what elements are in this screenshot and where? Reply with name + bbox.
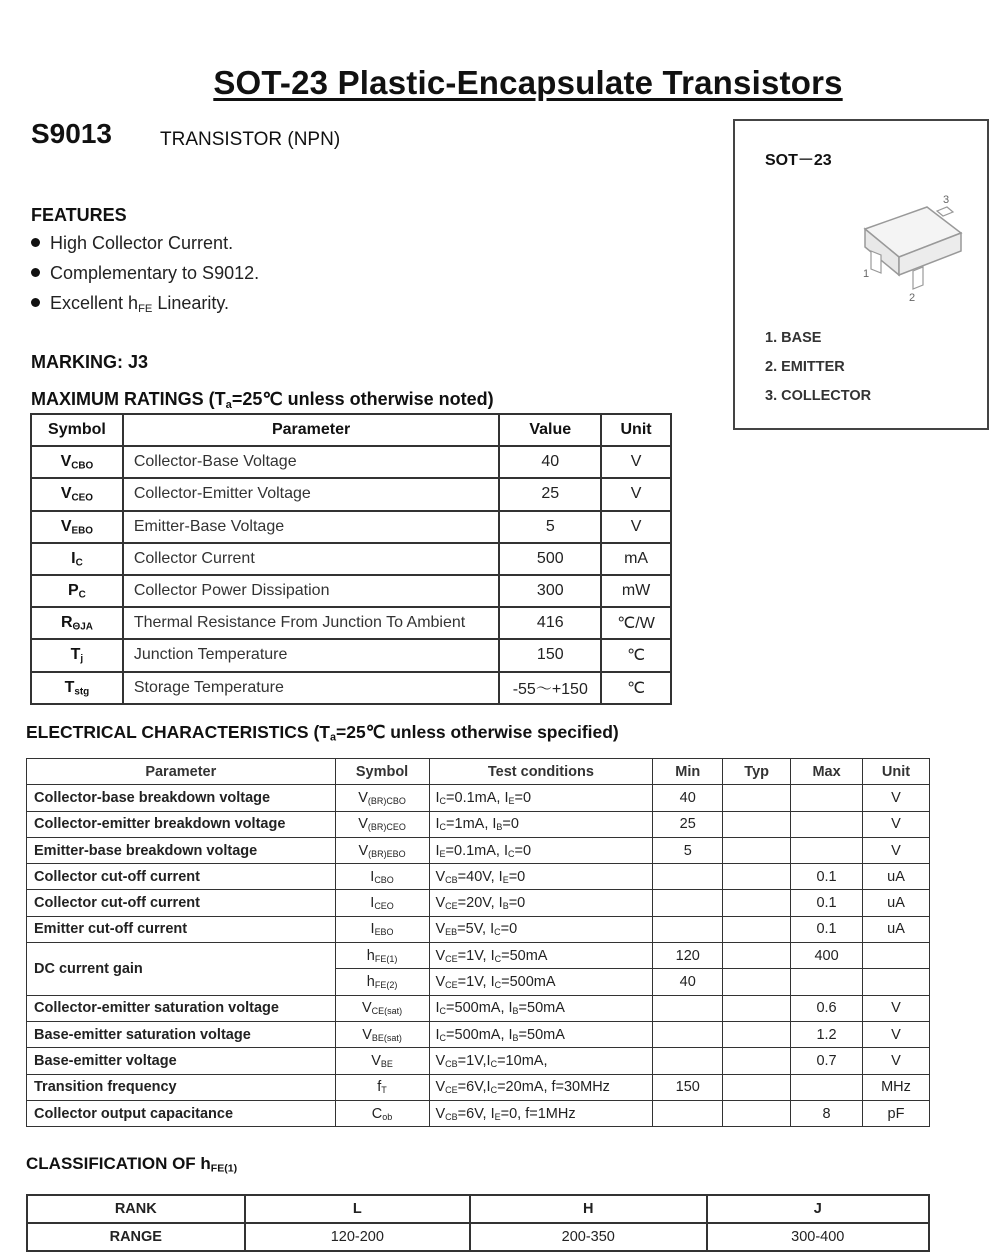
symbol-main: V bbox=[60, 453, 72, 471]
typ-cell bbox=[723, 969, 791, 995]
symbol-cell: $V_{CE(sat)}$ bbox=[335, 995, 429, 1021]
sot23-package-icon bbox=[851, 187, 981, 307]
max-cell: 0.7 bbox=[791, 1048, 863, 1074]
value-cell: 40 bbox=[499, 446, 601, 478]
unit-cell: V bbox=[863, 837, 930, 863]
conditions-cell: $V_{CE}=6V,I_C=20mA$, f=30MHz bbox=[429, 1074, 653, 1100]
min-cell bbox=[653, 1021, 723, 1047]
conditions-cell: $I_E=0.1mA$, $I_C=0$ bbox=[429, 837, 653, 863]
parameter-cell: Collector-emitter breakdown voltage bbox=[27, 811, 336, 837]
symbol-cell: $h_{FE(1)}$ bbox=[335, 943, 429, 969]
parameter-cell: Base-emitter voltage bbox=[27, 1048, 336, 1074]
header-cell: Value bbox=[499, 414, 601, 446]
table-row bbox=[31, 639, 671, 671]
parameter-cell: Collector-emitter saturation voltage bbox=[27, 995, 336, 1021]
symbol-cell bbox=[31, 672, 123, 704]
min-cell: 150 bbox=[653, 1074, 723, 1100]
symbol-cell: $I_{CEO}$ bbox=[335, 890, 429, 916]
page-title: SOT-23 Plastic-Encapsulate Transistors bbox=[213, 64, 843, 101]
typ-cell bbox=[723, 1048, 791, 1074]
feature-item bbox=[31, 293, 229, 314]
header-cell: Min bbox=[653, 759, 723, 785]
max-cell: 0.6 bbox=[791, 995, 863, 1021]
table-row bbox=[27, 785, 930, 811]
table-row bbox=[27, 916, 930, 942]
min-cell: 40 bbox=[653, 969, 723, 995]
table-row bbox=[27, 890, 930, 916]
parameter-cell: Junction Temperature bbox=[123, 639, 500, 671]
feature-item bbox=[31, 263, 259, 284]
unit-cell: mA bbox=[601, 543, 671, 575]
parameter-cell: Emitter-Base Voltage bbox=[123, 511, 500, 543]
symbol-cell: $f_T$ bbox=[335, 1074, 429, 1100]
rank-label: RANK bbox=[27, 1195, 245, 1223]
max-ratings-table bbox=[30, 413, 672, 705]
package-box bbox=[733, 119, 989, 430]
typ-cell bbox=[723, 1100, 791, 1126]
rank-cell: J bbox=[707, 1195, 930, 1223]
parameter-cell: Collector-Base Voltage bbox=[123, 446, 500, 478]
conditions-cell: $V_{CB}=40V$, $I_E=0$ bbox=[429, 864, 653, 890]
rank-cell: H bbox=[470, 1195, 706, 1223]
unit-cell: V bbox=[863, 785, 930, 811]
min-cell: 5 bbox=[653, 837, 723, 863]
electrical-table bbox=[26, 758, 930, 1127]
parameter-cell: Collector Current bbox=[123, 543, 500, 575]
unit-cell: mW bbox=[601, 575, 671, 607]
table-row bbox=[27, 1074, 930, 1100]
table-row bbox=[27, 995, 930, 1021]
symbol-main: T bbox=[70, 646, 81, 664]
bullet-icon bbox=[31, 268, 40, 277]
symbol-cell bbox=[31, 639, 123, 671]
table-header-row bbox=[31, 414, 671, 446]
table-row bbox=[27, 864, 930, 890]
symbol-sub: EBO bbox=[71, 525, 93, 537]
table-row bbox=[27, 837, 930, 863]
max-ratings-heading bbox=[31, 389, 494, 410]
heading-text: MAXIMUM RATINGS ($T_a=25℃$ unless otherwise noted) bbox=[31, 389, 494, 411]
parameter-cell: Collector Power Dissipation bbox=[123, 575, 500, 607]
conditions-cell: $V_{CE}=1V$, $I_C=50mA$ bbox=[429, 943, 653, 969]
min-cell bbox=[653, 1048, 723, 1074]
typ-cell bbox=[723, 943, 791, 969]
min-cell: 25 bbox=[653, 811, 723, 837]
feature-item bbox=[31, 233, 233, 254]
symbol-cell bbox=[31, 607, 123, 639]
max-cell: 0.1 bbox=[791, 916, 863, 942]
typ-cell bbox=[723, 864, 791, 890]
max-cell: 400 bbox=[791, 943, 863, 969]
max-cell bbox=[791, 837, 863, 863]
min-cell bbox=[653, 890, 723, 916]
unit-cell: ℃/W bbox=[601, 607, 671, 639]
typ-cell bbox=[723, 916, 791, 942]
typ-cell bbox=[723, 1021, 791, 1047]
symbol-main: T bbox=[64, 678, 75, 696]
value-cell: 416 bbox=[499, 607, 601, 639]
pin-label: 1. BASE bbox=[765, 330, 822, 346]
symbol-sub: ΘJA bbox=[72, 621, 93, 633]
table-row bbox=[27, 1021, 930, 1047]
max-cell: 1.2 bbox=[791, 1021, 863, 1047]
pin-label: 2. EMITTER bbox=[765, 359, 845, 375]
unit-cell: pF bbox=[863, 1100, 930, 1126]
header-cell: Symbol bbox=[31, 414, 123, 446]
symbol-sub: C bbox=[75, 557, 83, 569]
min-cell bbox=[653, 916, 723, 942]
symbol-sub: C bbox=[78, 589, 86, 601]
header-cell: Parameter bbox=[27, 759, 336, 785]
table-row bbox=[31, 672, 671, 704]
symbol-cell bbox=[31, 478, 123, 510]
parameter-cell: Collector output capacitance bbox=[27, 1100, 336, 1126]
range-row bbox=[27, 1223, 929, 1251]
value-cell: 300 bbox=[499, 575, 601, 607]
max-cell bbox=[791, 811, 863, 837]
table-row bbox=[31, 478, 671, 510]
typ-cell bbox=[723, 837, 791, 863]
pin-label: 3. COLLECTOR bbox=[765, 388, 872, 404]
unit-cell: V bbox=[863, 995, 930, 1021]
symbol-cell bbox=[31, 446, 123, 478]
symbol-main: P bbox=[68, 582, 79, 600]
min-cell bbox=[653, 864, 723, 890]
pin-number: 1 bbox=[863, 268, 870, 280]
table-row bbox=[31, 575, 671, 607]
conditions-cell: $I_C=500mA$, $I_B=50mA$ bbox=[429, 1021, 653, 1047]
feature-text: High Collector Current. bbox=[50, 233, 234, 253]
max-cell bbox=[791, 969, 863, 995]
symbol-cell: $I_{CBO}$ bbox=[335, 864, 429, 890]
heading-text: ELECTRICAL CHARACTERISTICS ($T_a=25℃$ unless otherwise specified) bbox=[26, 722, 619, 744]
rank-row bbox=[27, 1195, 929, 1223]
symbol-cell: $h_{FE(2)}$ bbox=[335, 969, 429, 995]
value-cell: 500 bbox=[499, 543, 601, 575]
parameter-cell: Thermal Resistance From Junction To Ambient bbox=[123, 607, 500, 639]
table-row bbox=[31, 543, 671, 575]
header-cell: Symbol bbox=[335, 759, 429, 785]
max-cell: 8 bbox=[791, 1100, 863, 1126]
max-cell bbox=[791, 1074, 863, 1100]
symbol-cell: $V_{BE(sat)}$ bbox=[335, 1021, 429, 1047]
value-cell: 5 bbox=[499, 511, 601, 543]
symbol-cell: $V_{(BR)CEO}$ bbox=[335, 811, 429, 837]
conditions-cell: $V_{EB}=5V$, $I_C=0$ bbox=[429, 916, 653, 942]
parameter-cell: Base-emitter saturation voltage bbox=[27, 1021, 336, 1047]
symbol-sub: CEO bbox=[71, 492, 93, 504]
header-cell: Unit bbox=[863, 759, 930, 785]
table-header-row bbox=[27, 759, 930, 785]
value-cell: 25 bbox=[499, 478, 601, 510]
table-row bbox=[31, 446, 671, 478]
unit-cell: V bbox=[601, 478, 671, 510]
classification-heading bbox=[26, 1154, 237, 1174]
symbol-cell: $V_{(BR)EBO}$ bbox=[335, 837, 429, 863]
feature-text: Excellent $h_{FE}$ Linearity. bbox=[50, 293, 230, 315]
header-cell: Typ bbox=[723, 759, 791, 785]
conditions-cell: $I_C=0.1mA$, $I_E=0$ bbox=[429, 785, 653, 811]
unit-cell: MHz bbox=[863, 1074, 930, 1100]
feature-text: Complementary to S9012. bbox=[50, 263, 260, 283]
parameter-cell: Storage Temperature bbox=[123, 672, 500, 704]
symbol-sub: j bbox=[80, 653, 84, 665]
max-ratings-body bbox=[31, 446, 671, 704]
min-cell bbox=[653, 1100, 723, 1126]
symbol-cell: $I_{EBO}$ bbox=[335, 916, 429, 942]
range-cell: 200-350 bbox=[470, 1223, 706, 1251]
min-cell: 120 bbox=[653, 943, 723, 969]
symbol-main: V bbox=[60, 517, 72, 535]
header-cell: Max bbox=[791, 759, 863, 785]
range-cell: 120-200 bbox=[245, 1223, 470, 1251]
typ-cell bbox=[723, 995, 791, 1021]
unit-cell: V bbox=[863, 1021, 930, 1047]
table-row bbox=[31, 511, 671, 543]
unit-cell: ℃ bbox=[601, 672, 671, 704]
bullet-icon bbox=[31, 298, 40, 307]
table-row bbox=[27, 1100, 930, 1126]
unit-cell: ℃ bbox=[601, 639, 671, 671]
header-cell: Test conditions bbox=[429, 759, 653, 785]
heading-text: CLASSIFICATION OF $h_{FE(1)}$ bbox=[26, 1154, 238, 1175]
bullet-icon bbox=[31, 238, 40, 247]
conditions-cell: $I_C=1mA$, $I_B=0$ bbox=[429, 811, 653, 837]
unit-cell: V bbox=[863, 1048, 930, 1074]
value-cell: -55～+150 bbox=[499, 672, 601, 704]
package-name: SOT－23 bbox=[765, 152, 832, 169]
table-row bbox=[27, 811, 930, 837]
features-heading: FEATURES bbox=[31, 205, 127, 225]
conditions-cell: $V_{CE}=1V$, $I_C=500mA$ bbox=[429, 969, 653, 995]
symbol-cell bbox=[31, 575, 123, 607]
header-cell: Parameter bbox=[123, 414, 500, 446]
min-cell bbox=[653, 995, 723, 1021]
typ-cell bbox=[723, 811, 791, 837]
classification-table bbox=[26, 1194, 930, 1252]
value-cell: 150 bbox=[499, 639, 601, 671]
typ-cell bbox=[723, 1074, 791, 1100]
unit-cell: uA bbox=[863, 916, 930, 942]
symbol-main: V bbox=[60, 485, 72, 503]
unit-cell bbox=[863, 969, 930, 995]
typ-cell bbox=[723, 890, 791, 916]
unit-cell: V bbox=[863, 811, 930, 837]
symbol-cell bbox=[31, 543, 123, 575]
table-row bbox=[27, 943, 930, 969]
electrical-heading bbox=[26, 722, 619, 743]
conditions-cell: $V_{CE}=20V$, $I_B=0$ bbox=[429, 890, 653, 916]
pin-number: 3 bbox=[943, 194, 950, 206]
parameter-cell: Collector-base breakdown voltage bbox=[27, 785, 336, 811]
parameter-cell: Collector cut-off current bbox=[27, 890, 336, 916]
rank-cell: L bbox=[245, 1195, 470, 1223]
unit-cell bbox=[863, 943, 930, 969]
parameter-cell: Collector cut-off current bbox=[27, 864, 336, 890]
symbol-cell: $V_{(BR)CBO}$ bbox=[335, 785, 429, 811]
unit-cell: uA bbox=[863, 890, 930, 916]
min-cell: 40 bbox=[653, 785, 723, 811]
unit-cell: V bbox=[601, 511, 671, 543]
symbol-cell bbox=[31, 511, 123, 543]
conditions-cell: $V_{CB}=1V,I_C=10mA$, bbox=[429, 1048, 653, 1074]
parameter-cell: Emitter cut-off current bbox=[27, 916, 336, 942]
header-cell: Unit bbox=[601, 414, 671, 446]
conditions-cell: $I_C=500mA$, $I_B=50mA$ bbox=[429, 995, 653, 1021]
range-label: RANGE bbox=[27, 1223, 245, 1251]
symbol-main: R bbox=[60, 614, 73, 632]
table-row bbox=[27, 1048, 930, 1074]
symbol-sub: stg bbox=[74, 686, 90, 698]
table-row bbox=[31, 607, 671, 639]
conditions-cell: $V_{CB}=6V$, $I_E=0$, f=1MHz bbox=[429, 1100, 653, 1126]
electrical-body bbox=[27, 785, 930, 1127]
symbol-main: I bbox=[71, 549, 76, 567]
symbol-cell: $V_{BE}$ bbox=[335, 1048, 429, 1074]
parameter-cell: Transition frequency bbox=[27, 1074, 336, 1100]
parameter-cell: Emitter-base breakdown voltage bbox=[27, 837, 336, 863]
part-number: S9013 bbox=[31, 118, 112, 149]
symbol-sub: CBO bbox=[71, 460, 94, 472]
parameter-cell: DC current gain bbox=[27, 943, 336, 996]
max-cell: 0.1 bbox=[791, 864, 863, 890]
marking-label: MARKING: J3 bbox=[31, 352, 149, 372]
parameter-cell: Collector-Emitter Voltage bbox=[123, 478, 500, 510]
symbol-cell: $C_{ob}$ bbox=[335, 1100, 429, 1126]
unit-cell: V bbox=[601, 446, 671, 478]
max-cell bbox=[791, 785, 863, 811]
part-type: TRANSISTOR (NPN) bbox=[160, 129, 341, 150]
unit-cell: uA bbox=[863, 864, 930, 890]
pin-number: 2 bbox=[909, 292, 916, 304]
typ-cell bbox=[723, 785, 791, 811]
range-cell: 300-400 bbox=[707, 1223, 930, 1251]
max-cell: 0.1 bbox=[791, 890, 863, 916]
